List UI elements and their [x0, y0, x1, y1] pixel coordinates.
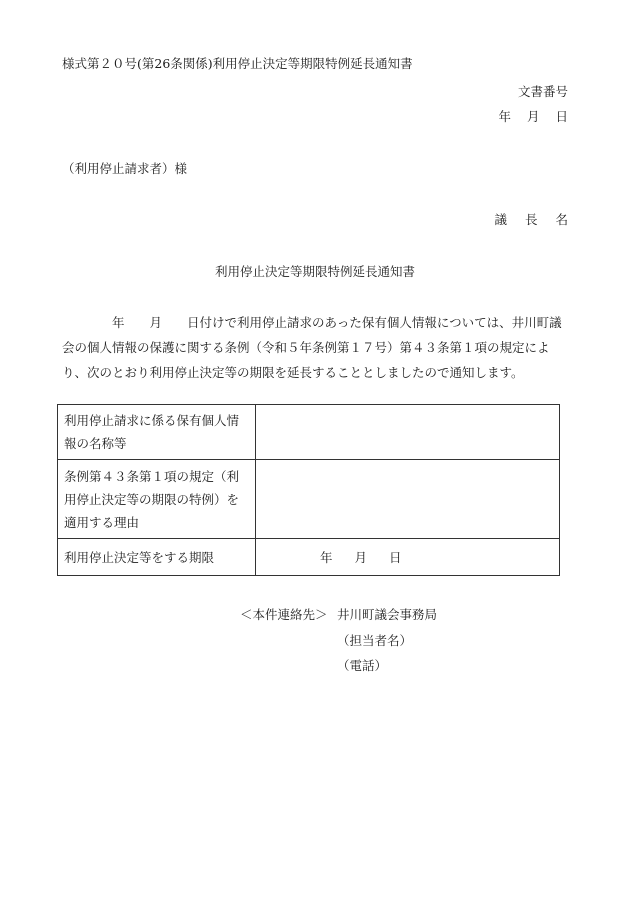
table-row: [58, 405, 560, 460]
body-paragraph: [62, 310, 568, 385]
table-label-reason: 条例第４３条第１項の規定（利用停止決定等の期限の特例）を適用する理由: [58, 460, 256, 539]
document-title: 利用停止決定等期限特例延長通知書: [214, 264, 415, 279]
info-table: [57, 404, 560, 576]
table-value-reason: [256, 460, 560, 539]
contact-office: 井川町議会事務局: [337, 607, 438, 622]
sender-title: 議 長 名: [494, 212, 568, 227]
table-label-deadline: 利用停止決定等をする期限: [58, 539, 256, 576]
table-value-info-name: [256, 405, 560, 460]
table-row: [58, 539, 560, 576]
contact-person: （担当者名）: [337, 633, 413, 648]
table-label-info-name: 利用停止請求に係る保有個人情報の名称等: [58, 405, 256, 460]
contact-label: ＜本件連絡先＞: [240, 607, 328, 622]
body-date-part: 年 月 日付けで: [112, 315, 238, 330]
form-number: 様式第２０号(第26条関係)利用停止決定等期限特例延長通知書: [62, 56, 413, 71]
body-text: 利用停止請求のあった保有個人情報については、井川町議会の個人情報の保護に関する条例（令和５年条例第１７号）第４３条第１項の規定により、次のとおり利用停止決定等の期限を延長することとしましたので通知します。: [62, 315, 562, 380]
document-number-label: 文書番号: [517, 84, 568, 99]
addressee: （利用停止請求者）様: [62, 161, 188, 176]
table-value-deadline: 年 月 日: [256, 539, 560, 576]
table-row: [58, 460, 560, 539]
issue-date: 年 月 日: [498, 109, 568, 124]
contact-phone: （電話）: [337, 658, 388, 673]
